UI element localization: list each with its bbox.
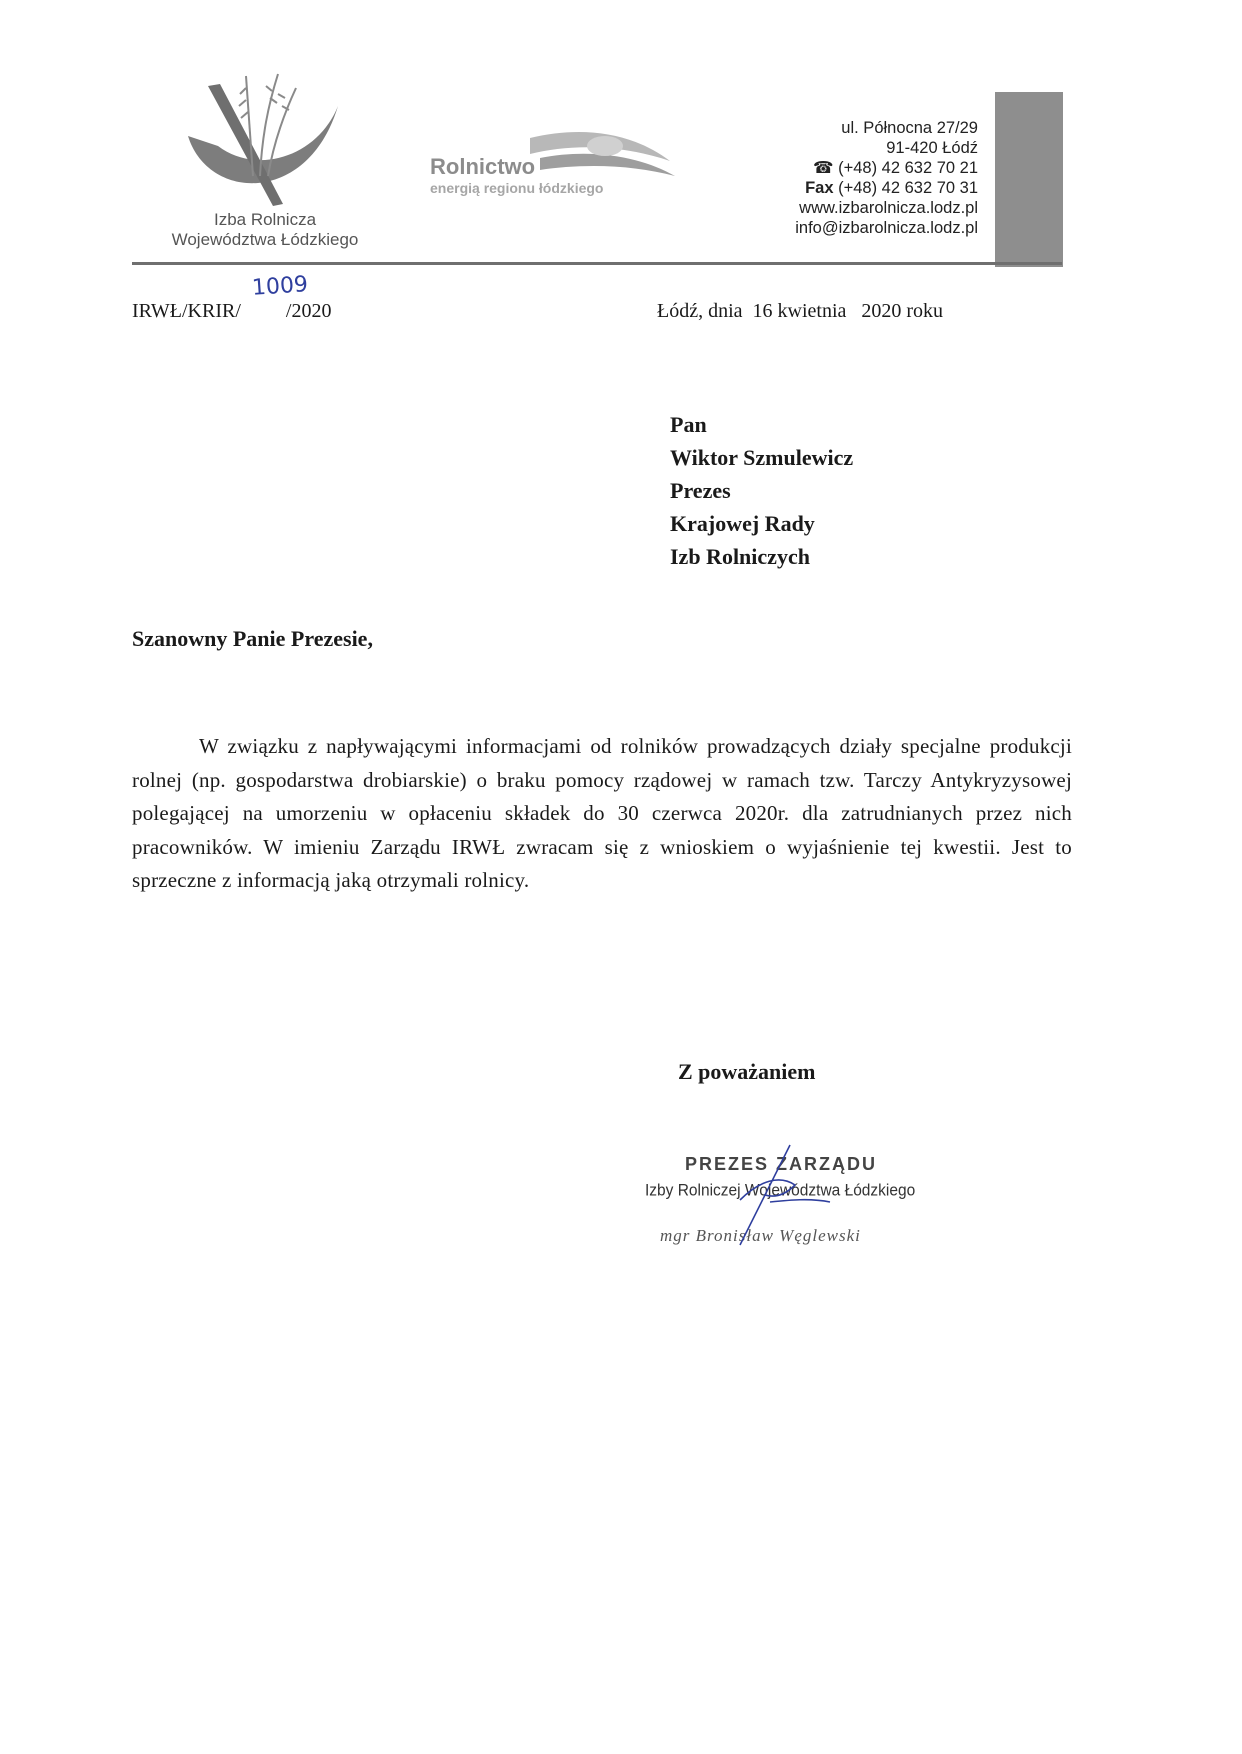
closing: Z poważaniem [678,1059,816,1084]
contact-city: 91-420 Łódź [886,139,978,157]
letter-date: Łódź, dnia 16 kwietnia 2020 roku [657,300,944,322]
salutation: Szanowny Panie Prezesie, [132,626,373,651]
header-divider [132,262,1062,265]
contact-street: ul. Północna 27/29 [841,119,978,137]
contact-fax [700,178,978,198]
contact-email: info@izbarolnicza.lodz.pl [795,219,978,237]
letter-body: W związku z napływającymi informacjami od rolników prowadzących działy specjalne produkcji rolnej (np. gospodarstwa drobiarskie) o braku pomocy rządowej w ramach tzw. Tarczy Antykryzysowej polegającej na umorzeniu w opłaceniu składek do 30 czerwca 2020r. dla zatrudnianych przez nich pracowników. W imieniu Zarządu IRWŁ zwracam się z wnioskiem o wyjaśnienie tej kwestii. Jest to sprzeczne z informacją jaką otrzymali rolnicy. [132,734,1072,892]
addressee-line: Izb Rolniczych [670,544,810,569]
rolnictwo-title: Rolnictwo [430,154,536,179]
addressee-line: Wiktor Szmulewicz [670,445,854,470]
stamp-title: PREZES ZARZĄDU [685,1154,878,1174]
fax-number: (+48) 42 632 70 31 [838,179,978,197]
org-name-line2: Województwa Łódzkiego [171,230,359,249]
fax-label: Fax [805,179,834,197]
addressee-line: Prezes [670,478,731,503]
addressee-line: Krajowej Rady [670,511,815,536]
rolnictwo-subtitle: energią regionu łódzkiego [430,180,604,196]
izba-rolnicza-emblem-icon [178,66,348,216]
handwritten-reference-number: 1009 [251,272,309,301]
contact-www: www.izbarolnicza.lodz.pl [799,199,978,217]
header-gray-bar [995,92,1063,267]
addressee-line: Pan [670,412,707,437]
org-name-line1: Izba Rolnicza [213,210,317,229]
handwritten-signature-icon [680,1140,880,1250]
stamp-organization: Izby Rolniczej Województwa Łódzkiego [645,1181,916,1200]
stamp-name: mgr Bronisław Węglewski [660,1226,861,1245]
addressee-block [670,408,853,573]
reference-number: IRWŁ/KRIR/ /2020 [132,300,332,322]
contact-phone: ☎ (+48) 42 632 70 21 [812,159,978,177]
contact-block [700,118,978,238]
